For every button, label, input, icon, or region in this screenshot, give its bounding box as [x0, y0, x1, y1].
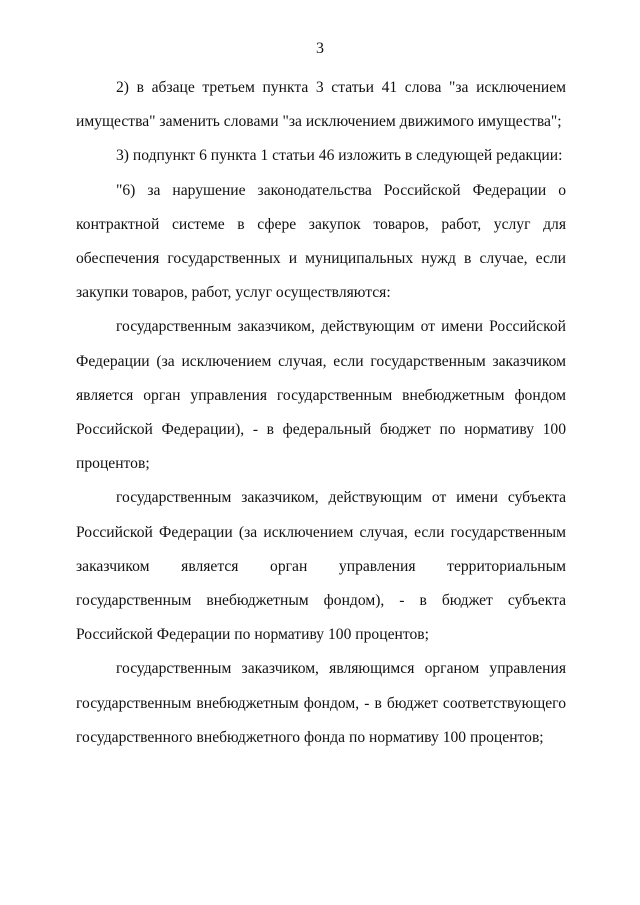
paragraph-amendment-2: 2) в абзаце третьем пункта 3 статьи 41 слова "за исключением имущества" заменить словами "за исключением движимого имущества";	[76, 79, 566, 131]
paragraph-subparagraph-6: "6) за нарушение законодательства Российской Федерации о контрактной системе в сфере закупок товаров, работ, услуг для обеспечения государственных и муниципальных нужд в случае, если закупки товаров, работ, услуг осуществляются:	[76, 181, 566, 302]
document-body	[76, 71, 566, 755]
paragraph-amendment-3: 3) подпункт 6 пункта 1 статьи 46 изложить в следующей редакции:	[116, 147, 563, 165]
page-number: 3	[316, 40, 324, 57]
paragraph-fund-customer: государственным заказчиком, являющимся органом управления государственным внебюджетным фондом, - в бюджет соответствующего государственного внебюджетного фонда по нормативу 100 процентов;	[76, 660, 566, 746]
paragraph-regional-customer: государственным заказчиком, действующим от имени субъекта Российской Федерации (за исключением случая, если государственным заказчиком является орган управления территориальным государственным внебюджетным фондом), - в бюджет субъекта Российской Федерации по нормативу 100 процентов;	[76, 489, 566, 644]
paragraph-federal-customer: государственным заказчиком, действующим от имени Российской Федерации (за исключением случая, если государственным заказчиком является орган управления государственным внебюджетным фондом Российской Федерации), - в федеральный бюджет по нормативу 100 процентов;	[76, 318, 566, 473]
